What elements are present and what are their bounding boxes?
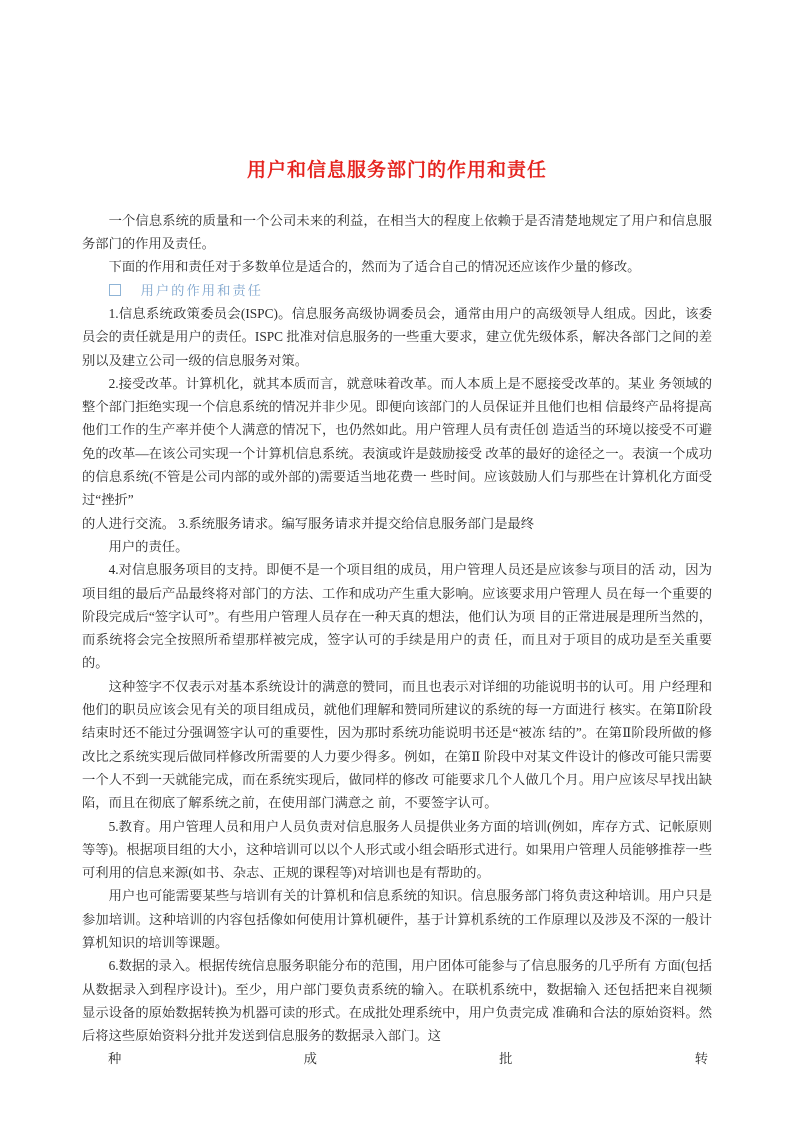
document-body bbox=[82, 183, 712, 1071]
section-heading-label: 用户的作用和责任 bbox=[140, 282, 263, 298]
section-heading-user-roles bbox=[82, 279, 712, 302]
paragraph-intro-1: 一个信息系统的质量和一个公司未来的利益，在相当大的程度上依赖于是否清楚地规定了用户和信息服务部门的作用及责任。 bbox=[82, 212, 712, 252]
list-item-6-data-entry: 6.数据的录入。根据传统信息服务职能分布的范围，用户团体可能参与了信息服务的几乎所有 方面(包括从数据录入到程序设计)。至少，用户部门要负责系统的输入。在联机系统中，数据输入 还包括把来自视频显示设备的原始数据转换为机器可读的形式。在成批处理系统中，用户负责完成 准确和合法的原始资料。然后将这些原始资料分批并发送到信息服务的数据录入部门。这 bbox=[82, 958, 712, 1044]
final-char-1: 种 bbox=[108, 1051, 122, 1067]
square-bullet-icon bbox=[109, 284, 121, 296]
paragraph-signature-approval: 这种签字不仅表示对基本系统设计的满意的赞同，而且也表示对详细的功能说明书的认可。用 户经理和他们的职员应该会见有关的项目组成员，就他们理解和赞同所建议的系统的每一方面进行 核实。在第Ⅱ阶段结束时还不能过分强调签字认可的重要性，因为那时系统功能说明书还是“被冻 结的”。在第Ⅱ阶段所做的修改比之系统实现后做同样修改所需要的人力要少得多。例如，在第Ⅱ 阶段中对某文件设计的修改可能只需要一个人不到一天就能完成，而在系统实现后，做同样的修改 可能要求几个人做几个月。用户应该尽早找出缺陷，而且在彻底了解系统之前，在使用部门满意之 前，不要签字认可。 bbox=[82, 678, 712, 811]
final-char-4: 转 bbox=[694, 1051, 708, 1067]
page-title: 用户和信息服务部门的作用和责任 bbox=[246, 160, 547, 181]
loose-line-communicate: 的人进行交流。 3.系统服务请求。编写服务请求并提交给信息服务部门是最终 bbox=[82, 515, 535, 531]
paragraph-intro-2: 下面的作用和责任对于多数单位是适合的，然而为了适合自己的情况还应该作少量的修改。 bbox=[108, 259, 641, 275]
list-item-4-project-support: 4.对信息服务项目的支持。即便不是一个项目组的成员，用户管理人员还是应该参与项目的活 动，因为项目组的最后产品最终将对部门的方法、工作和成功产生重大影响。应该要求用户管理人 员在每一个重要的阶段完成后“签字认可”。有些用户管理人员存在一种天真的想法，他们认为项 目的正常进展是理所当然的，而系统将会完全按照所希望那样被完成，签字认可的手续是用户的责 任，而且对于项目的成功是至关重要的。 bbox=[82, 562, 712, 671]
list-item-1-ispc: 1.信息系统政策委员会(ISPC)。信息服务高级协调委员会，通常由用户的高级领导人组成。因此，该委员会的责任就是用户的责任。ISPC 批准对信息服务的一些重大要求，建立优先级体系，解决各部门之间的差别以及建立公司一级的信息服务对策。 bbox=[82, 305, 712, 368]
final-char-2: 成 bbox=[303, 1051, 317, 1067]
loose-line-user-duty: 用户的责任。 bbox=[108, 538, 189, 554]
final-justified-line bbox=[82, 1047, 712, 1070]
final-char-3: 批 bbox=[499, 1051, 513, 1067]
list-item-2-accept-change: 2.接受改革。计算机化，就其本质而言，就意味着改革。而人本质上是不愿接受改革的。某业 务领域的整个部门拒绝实现一个信息系统的情况并非少见。即便向该部门的人员保证并且他们也相 信最终产品将提高他们工作的生产率并使个人满意的情况下，也仍然如此。用户管理人员有责任创 造适当的环境以接受不可避免的改革—在该公司实现一个计算机信息系统。表演或许是鼓励接受 改革的最好的途径之一。表演一个成功的信息系统(不管是公司内部的或外部的)需要适当地花费一 些时间。应该鼓励人们与那些在计算机化方面受过“挫折” bbox=[82, 375, 712, 508]
list-item-5-education: 5.教育。用户管理人员和用户人员负责对信息服务人员提供业务方面的培训(例如，库存方式、记帐原则等等)。根据项目组的大小，这种培训可以以个人形式或小组会晤形式进行。如果用户管理人员能够推荐一些可利用的信息来源(如书、杂志、正规的课程等)对培训也是有帮助的。 bbox=[82, 818, 712, 881]
paragraph-user-training: 用户也可能需要某些与培训有关的计算机和信息系统的知识。信息服务部门将负责这种培训。用户只是参加培训。这种培训的内容包括像如何使用计算机硬件，基于计算机系统的工作原理以及涉及不深的一般计算机知识的培训等课题。 bbox=[82, 888, 712, 950]
